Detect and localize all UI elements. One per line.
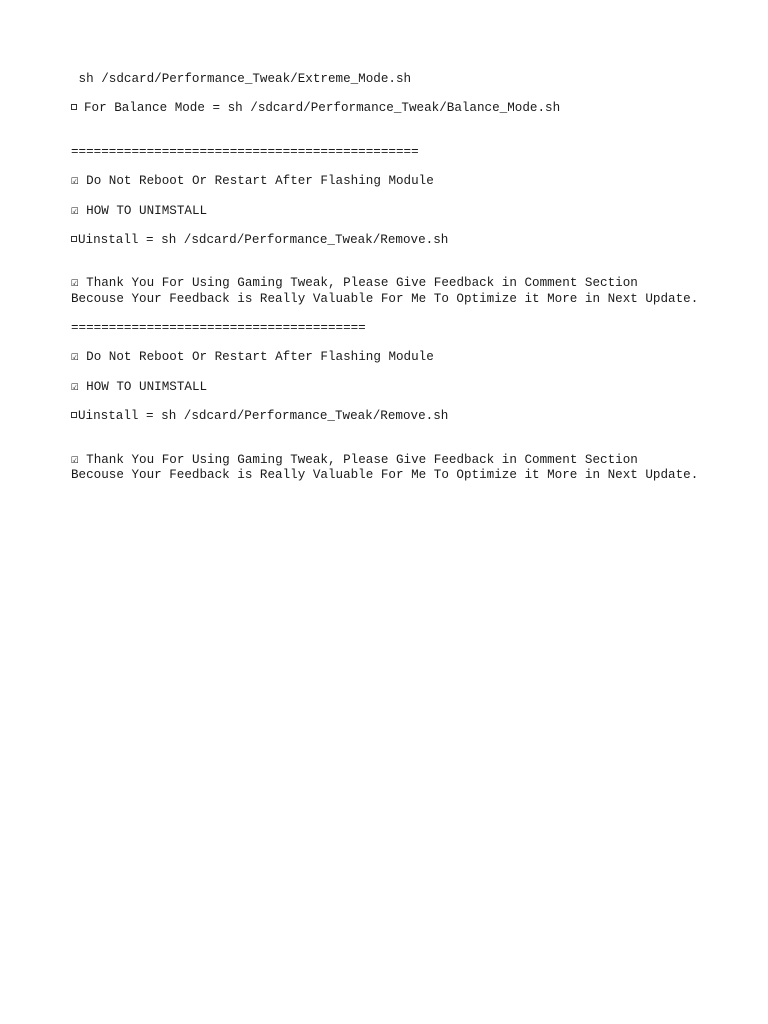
thanks-line-2b: Becouse Your Feedback is Really Valuable For Me To Optimize it More in Next Update.: [71, 468, 699, 482]
thanks-line-1a: ☑ Thank You For Using Gaming Tweak, Please Give Feedback in Comment Section: [71, 276, 638, 290]
uninstall-line-1: [71, 233, 448, 248]
note-no-reboot-2: ☑ Do Not Reboot Or Restart After Flashing Module: [71, 350, 434, 364]
balance-mode-line: [71, 101, 560, 116]
note-no-reboot-1: ☑ Do Not Reboot Or Restart After Flashing Module: [71, 174, 434, 188]
thanks-line-2a: ☑ Thank You For Using Gaming Tweak, Please Give Feedback in Comment Section: [71, 453, 638, 467]
uninstall-line-2: [71, 409, 448, 424]
separator-long: ==============================================: [71, 145, 419, 159]
bullet-box-icon: [71, 412, 77, 418]
uninstall-command-2: Uinstall = sh /sdcard/Performance_Tweak/Remove.sh: [78, 409, 449, 423]
bullet-box-icon: [71, 104, 77, 110]
separator-short: =======================================: [71, 321, 366, 335]
thanks-line-1b: Becouse Your Feedback is Really Valuable For Me To Optimize it More in Next Update.: [71, 292, 699, 306]
extreme-mode-command: sh /sdcard/Performance_Tweak/Extreme_Mode.sh: [71, 72, 412, 86]
uninstall-command-1: Uinstall = sh /sdcard/Performance_Tweak/Remove.sh: [78, 233, 449, 247]
howto-uninstall-1: ☑ HOW TO UNIMSTALL: [71, 204, 208, 218]
balance-mode-command: For Balance Mode = sh /sdcard/Performance_Tweak/Balance_Mode.sh: [84, 101, 561, 115]
howto-uninstall-2: ☑ HOW TO UNIMSTALL: [71, 380, 208, 394]
bullet-box-icon: [71, 236, 77, 242]
